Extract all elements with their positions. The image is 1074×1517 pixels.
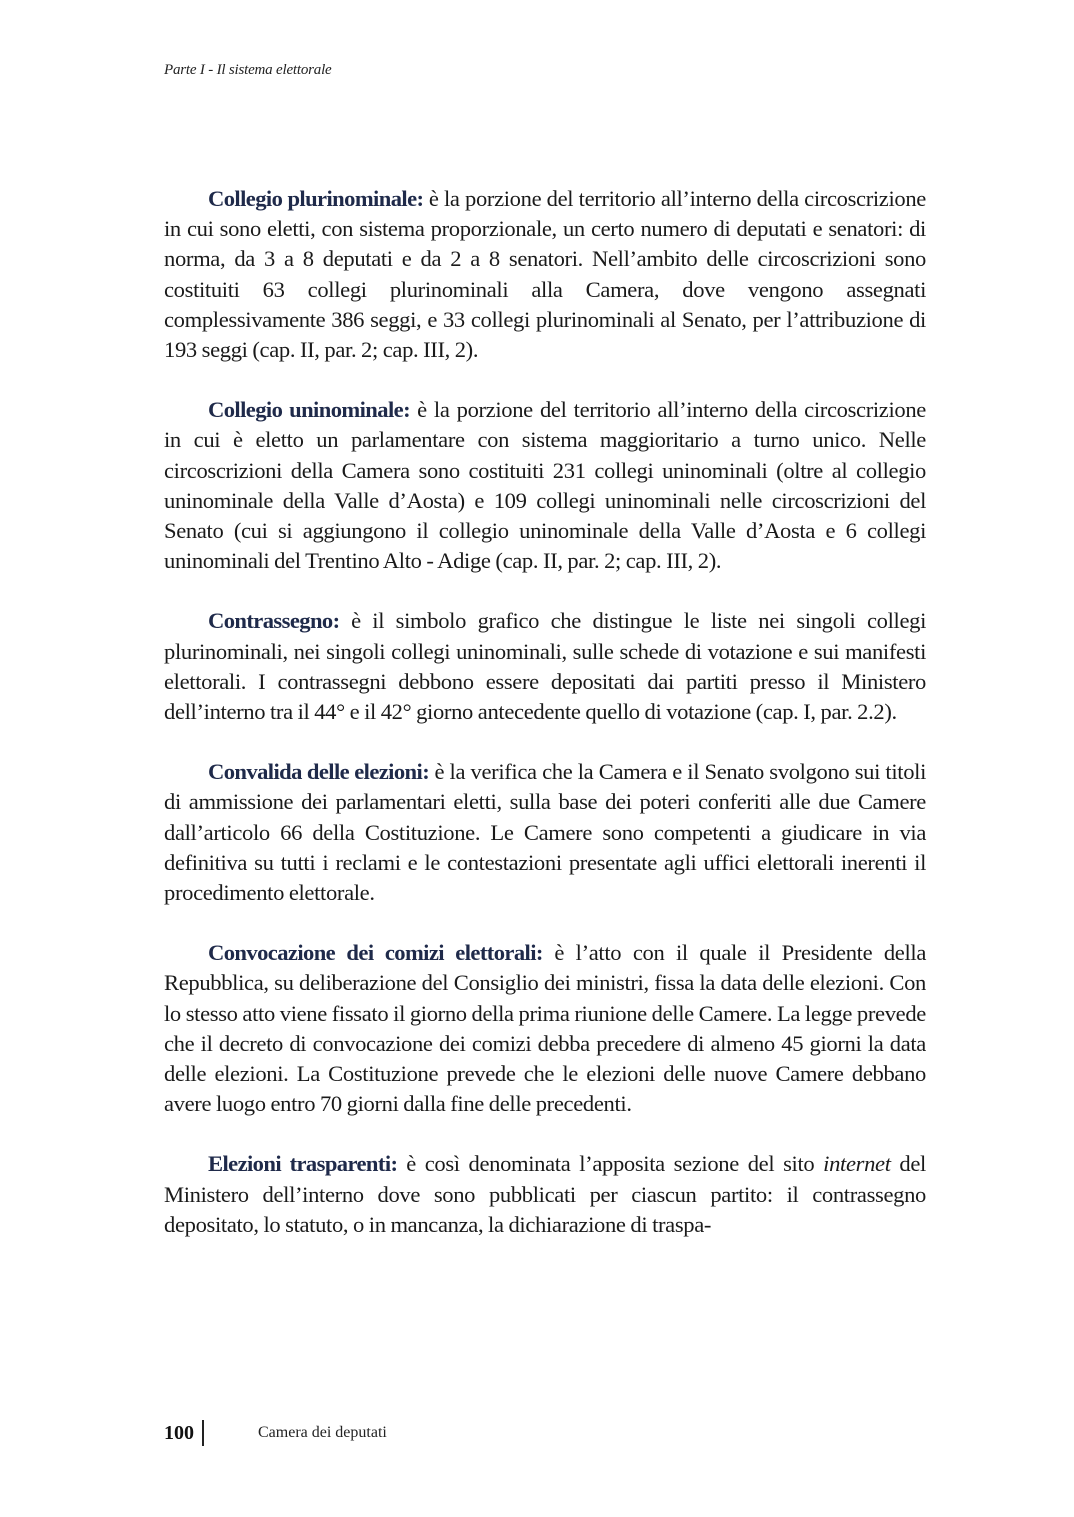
- glossary-term: Elezioni trasparenti:: [208, 1151, 398, 1177]
- glossary-entry-collegio-plurinominale: [164, 184, 926, 365]
- page-number: 100: [164, 1421, 194, 1444]
- glossary-entry-contrassegno: [164, 606, 926, 727]
- glossary-definition-end: del Ministero dell’interno dove sono pubblicati per ciascun partito: il contrassegno depositato, lo statuto, o in mancanza, la dichiarazione di traspa-: [164, 1151, 926, 1237]
- glossary-definition: è la porzione del territorio all’interno della circoscrizione in cui sono eletti, con sistema proporzionale, un certo numero di deputati e senatori: di norma, da 3 a 8 deputati e da 2 a 8 senatori. Nell’ambito delle circoscrizioni sono costituiti 63 collegi plurinominali alla Camera, dove vengono assegnati complessivamente 386 seggi, e 33 collegi plurinominali al Senato, per l’attribuzione di 193 seggi (cap. II, par. 2; cap. III, 2).: [164, 186, 926, 363]
- glossary-entry-elezioni-trasparenti: [164, 1149, 926, 1240]
- glossary-term: Convocazione dei comizi elettorali:: [208, 940, 543, 966]
- glossary-entry-convocazione-comizi: [164, 938, 926, 1119]
- glossary-definition: è l’atto con il quale il Presidente della Repubblica, su deliberazione del Consiglio dei ministri, fissa la data delle elezioni. Con lo stesso atto viene fissato il giorno della prima riunione delle Camere. La legge prevede che il decreto di convocazione dei comizi debba precedere di almeno 45 giorni la data delle elezioni. La Costituzione prevede che le elezioni delle nuove Camere debbano avere luogo entro 70 giorni dalla fine delle precedenti.: [164, 940, 926, 1117]
- publication-name: Camera dei deputati: [258, 1424, 387, 1441]
- glossary-definition: è la porzione del territorio all’interno della circoscrizione in cui è eletto un parlamentare con sistema maggioritario a turno unico. Nelle circoscrizioni della Camera sono costituiti 231 collegi uninominali (oltre al collegio uninominale della Valle d’Aosta) e 109 collegi uninominali nelle circoscrizioni del Senato (cui si aggiungono il collegio uninominale della Valle d’Aosta e 6 collegi uninominali del Trentino Alto - Adige (cap. II, par. 2; cap. III, 2).: [164, 397, 926, 574]
- glossary-entry-convalida-elezioni: [164, 757, 926, 908]
- running-header: Parte I - Il sistema elettorale: [164, 62, 332, 78]
- glossary-body: [164, 184, 926, 1270]
- page-footer: [164, 1420, 387, 1446]
- glossary-definition-start: è così denominata l’apposita sezione del sito: [397, 1151, 824, 1177]
- glossary-definition: è la verifica che la Camera e il Senato svolgono sui titoli di ammissione dei parlamentari eletti, sulla base dei poteri conferiti alle due Camere dall’articolo 66 della Costituzione. Le Camere sono competenti a giudicare in via definitiva su tutti i reclami e le contestazioni presentate agli uffici elettorali inerenti il procedimento elettorale.: [164, 759, 926, 906]
- glossary-entry-collegio-uninominale: [164, 395, 926, 576]
- glossary-term: Contrassegno:: [208, 608, 340, 634]
- glossary-definition-italic: internet: [823, 1151, 891, 1177]
- glossary-term: Collegio uninominale:: [208, 397, 410, 423]
- glossary-term: Convalida delle elezioni:: [208, 759, 430, 785]
- footer-divider: [202, 1420, 204, 1446]
- glossary-definition: è il simbolo grafico che distingue le liste nei singoli collegi plurinominali, nei singoli collegi uninominali, sulle schede di votazione e sui manifesti elettorali. I contrassegni debbono essere depositati dai partiti presso il Ministero dell’interno tra il 44° e il 42° giorno antecedente quello di votazione (cap. I, par. 2.2).: [164, 608, 926, 725]
- glossary-term: Collegio plurinominale:: [208, 186, 424, 211]
